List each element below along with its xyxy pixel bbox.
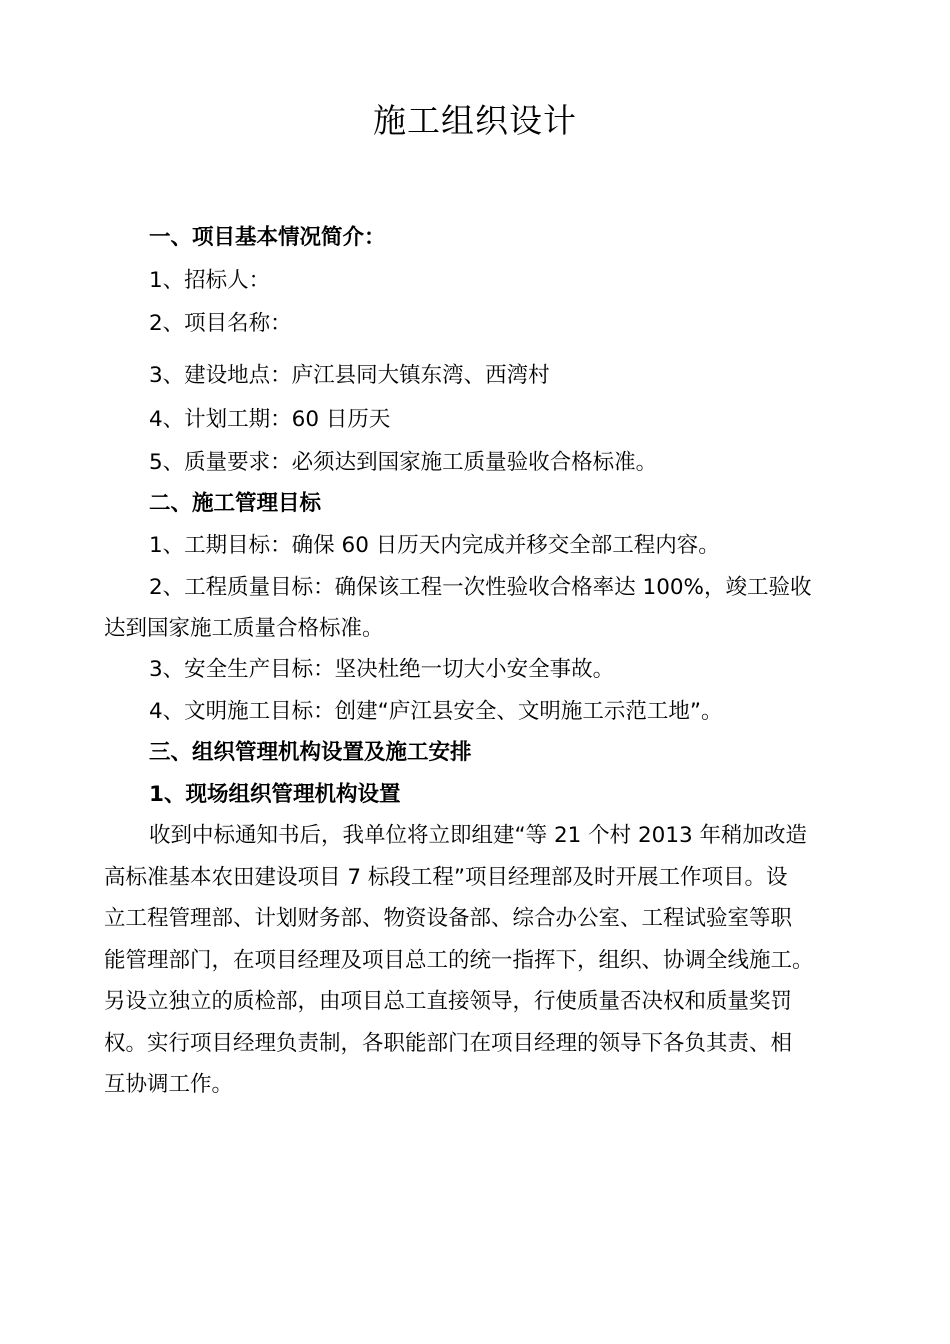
document-title: 施工组织设计 (373, 101, 577, 140)
paragraph-line-7: 互协调工作。 (104, 1072, 234, 1097)
section-heading-organization: 三、组织管理机构设置及施工安排 (149, 740, 472, 765)
paragraph-line-6: 权。实行项目经理负责制，各职能部门在项目经理的领导下各负其责、相 (104, 1031, 793, 1056)
paragraph-line-3: 立工程管理部、计划财务部、物资设备部、综合办公室、工程试验室等职 (104, 906, 793, 931)
goal-schedule: 1、工期目标：确保 60 日历天内完成并移交全部工程内容。 (149, 533, 720, 558)
item-planned-duration: 4、计划工期：60 日历天 (149, 407, 391, 432)
item-construction-site: 3、建设地点：庐江县同大镇东湾、西湾村 (149, 363, 550, 388)
paragraph-line-4: 能管理部门，在项目经理及项目总工的统一指挥下，组织、协调全线施工。 (104, 948, 814, 973)
item-project-name: 2、项目名称： (149, 311, 292, 336)
goal-quality-line-1: 2、工程质量目标：确保该工程一次性验收合格率达 100%，竣工验收 (149, 575, 812, 600)
goal-safety: 3、安全生产目标：坚决杜绝一切大小安全事故。 (149, 657, 615, 682)
item-quality-requirement: 5、质量要求：必须达到国家施工质量验收合格标准。 (149, 450, 658, 475)
section-heading-project-overview: 一、项目基本情况简介： (149, 225, 386, 250)
goal-quality-line-2: 达到国家施工质量合格标准。 (104, 616, 384, 641)
paragraph-line-5: 另设立独立的质检部，由项目总工直接领导，行使质量否决权和质量奖罚 (104, 989, 793, 1014)
item-tenderer: 1、招标人： (149, 268, 271, 293)
paragraph-line-1: 收到中标通知书后，我单位将立即组建“等 21 个村 2013 年稍加改造 (149, 823, 808, 848)
goal-civilized-construction: 4、文明施工目标：创建“庐江县安全、文明施工示范工地”。 (149, 699, 723, 724)
section-heading-management-goals: 二、施工管理目标 (149, 491, 322, 516)
subsection-heading-site-organization: 1、现场组织管理机构设置 (149, 782, 401, 807)
paragraph-line-2: 高标准基本农田建设项目 7 标段工程”项目经理部及时开展工作项目。设 (104, 865, 788, 890)
